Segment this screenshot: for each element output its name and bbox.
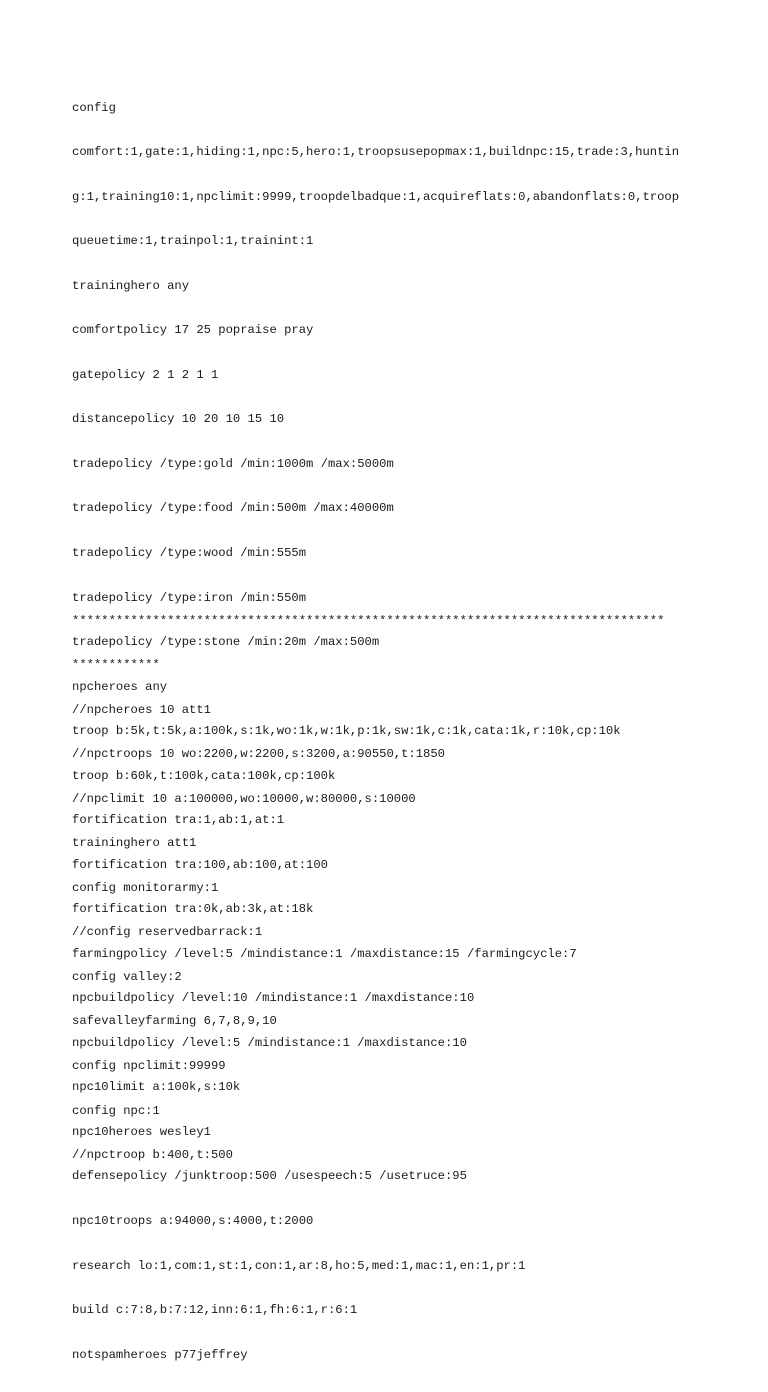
separator-line: ********************************************************************************* bbox=[72, 613, 665, 628]
config-line: config npclimit:99999 bbox=[72, 1059, 226, 1073]
config-line: tradepolicy /type:gold /min:1000m /max:5000m bbox=[72, 456, 394, 471]
config-line: npcbuildpolicy /level:10 /mindistance:1 /maxdistance:10 bbox=[72, 991, 475, 1006]
config-line: fortification tra:1,ab:1,at:1 bbox=[72, 813, 285, 828]
config-line: gatepolicy 2 1 2 1 1 bbox=[72, 367, 219, 382]
config-line: traininghero any bbox=[72, 278, 190, 293]
config-line: tradepolicy /type:iron /min:550m bbox=[72, 590, 307, 605]
config-line: comfort:1,gate:1,hiding:1,npc:5,hero:1,troopsusepopmax:1,buildnpc:15,trade:3,huntin bbox=[72, 145, 680, 160]
config-line: //npctroop b:400,t:500 bbox=[72, 1148, 233, 1163]
config-line: config monitorarmy:1 bbox=[72, 880, 219, 895]
config-line: tradepolicy /type:wood /min:555m bbox=[72, 546, 307, 560]
config-line: comfortpolicy 17 25 popraise pray bbox=[72, 323, 314, 338]
config-line: //npcheroes 10 att1 bbox=[72, 702, 211, 717]
config-line: npcbuildpolicy /level:5 /mindistance:1 /maxdistance:10 bbox=[72, 1035, 467, 1050]
config-line: distancepolicy 10 20 10 15 10 bbox=[72, 412, 285, 427]
config-line: tradepolicy /type:stone /min:20m /max:500m bbox=[72, 635, 380, 650]
config-line: research lo:1,com:1,st:1,con:1,ar:8,ho:5,med:1,mac:1,en:1,pr:1 bbox=[72, 1258, 526, 1273]
config-line: g:1,training10:1,npclimit:9999,troopdelbadque:1,acquireflats:0,abandonflats:0,troop bbox=[72, 189, 680, 204]
config-line: queuetime:1,trainpol:1,trainint:1 bbox=[72, 234, 314, 249]
config-line: notspamheroes p77jeffrey bbox=[72, 1347, 248, 1362]
config-line: //npctroops 10 wo:2200,w:2200,s:3200,a:90550,t:1850 bbox=[72, 747, 445, 762]
config-line: safevalleyfarming 6,7,8,9,10 bbox=[72, 1014, 277, 1029]
config-line: troop b:5k,t:5k,a:100k,s:1k,wo:1k,w:1k,p:1k,sw:1k,c:1k,cata:1k,r:10k,cp:10k bbox=[72, 724, 621, 739]
config-line: defensepolicy /junktroop:500 /usespeech:5 /usetruce:95 bbox=[72, 1169, 467, 1184]
separator-line: ************ bbox=[72, 658, 160, 673]
config-block-secondary bbox=[72, 584, 702, 1193]
config-line: fortification tra:0k,ab:3k,at:18k bbox=[72, 902, 314, 917]
config-line: //npclimit 10 a:100000,wo:10000,w:80000,s:10000 bbox=[72, 791, 416, 806]
config-line: tradepolicy /type:food /min:500m /max:40000m bbox=[72, 501, 394, 516]
config-line: build c:7:8,b:7:12,inn:6:1,fh:6:1,r:6:1 bbox=[72, 1303, 358, 1318]
config-line: traininghero att1 bbox=[72, 836, 197, 851]
config-line: //config reservedbarrack:1 bbox=[72, 925, 263, 940]
config-line: troop b:60k,t:100k,cata:100k,cp:100k bbox=[72, 768, 336, 783]
config-line: config npc:1 bbox=[72, 1103, 160, 1118]
config-line: npc10heroes wesley1 bbox=[72, 1124, 211, 1139]
config-line: npcheroes any bbox=[72, 679, 168, 694]
config-line: fortification tra:100,ab:100,at:100 bbox=[72, 857, 328, 872]
config-line: farmingpolicy /level:5 /mindistance:1 /maxdistance:15 /farmingcycle:7 bbox=[72, 946, 577, 961]
config-line: config valley:2 bbox=[72, 969, 182, 984]
config-line: config bbox=[72, 100, 116, 115]
config-line: npc10troops a:94000,s:4000,t:2000 bbox=[72, 1213, 314, 1228]
config-line: npc10limit a:100k,s:10k bbox=[72, 1080, 241, 1095]
